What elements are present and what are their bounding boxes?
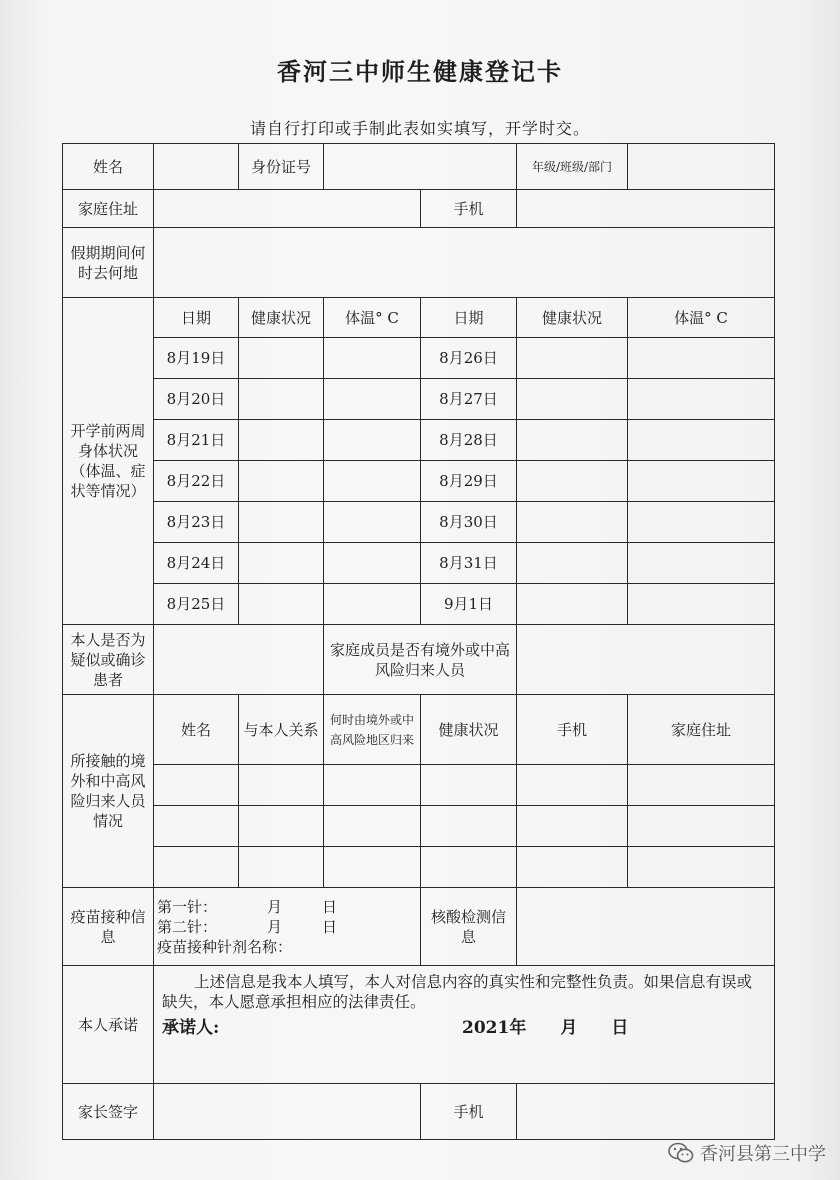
health-date: 8月22日 — [154, 461, 239, 502]
contact-cell[interactable] — [421, 806, 517, 847]
contact-cell[interactable] — [154, 806, 239, 847]
vaccine-dose-1 — [157, 897, 416, 917]
health-header: 日期 — [421, 298, 517, 338]
health-status-cell[interactable] — [517, 420, 628, 461]
holiday-label: 假期期间何时去何地 — [63, 228, 154, 298]
holiday-field[interactable] — [154, 228, 775, 298]
health-date: 8月19日 — [154, 338, 239, 379]
watermark — [668, 1140, 826, 1166]
health-date: 8月20日 — [154, 379, 239, 420]
contact-cell[interactable] — [324, 806, 421, 847]
temperature-cell[interactable] — [628, 461, 775, 502]
temperature-cell[interactable] — [628, 543, 775, 584]
grade-field[interactable] — [628, 144, 775, 190]
health-status-cell[interactable] — [239, 461, 324, 502]
health-date: 8月24日 — [154, 543, 239, 584]
id-field[interactable] — [324, 144, 517, 190]
health-date: 8月21日 — [154, 420, 239, 461]
temperature-cell[interactable] — [324, 461, 421, 502]
temperature-cell[interactable] — [324, 543, 421, 584]
health-status-cell[interactable] — [239, 338, 324, 379]
day-label: 日 — [322, 897, 338, 916]
parent-phone-label: 手机 — [421, 1084, 517, 1140]
dose-1-label: 第一针： — [157, 897, 218, 916]
family-risk-field[interactable] — [517, 625, 775, 695]
watermark-text: 香河县第三中学 — [700, 1144, 826, 1165]
health-status-cell[interactable] — [517, 461, 628, 502]
vaccine-name-line: 疫苗接种针剂名称： — [157, 937, 293, 956]
pledge-text: 上述信息是我本人填写，本人对信息内容的真实性和完整性负责。如果信息有误或缺失，本人愿意承担相应的法律责任。 — [162, 973, 753, 1011]
contact-cell[interactable] — [154, 765, 239, 806]
wechat-icon — [668, 1142, 694, 1164]
contact-cell[interactable] — [628, 806, 775, 847]
contact-cell[interactable] — [324, 765, 421, 806]
health-status-cell[interactable] — [239, 379, 324, 420]
pledge-label: 本人承诺 — [63, 966, 154, 1084]
health-date: 9月1日 — [421, 584, 517, 625]
suspect-label: 本人是否为疑似或确诊患者 — [63, 625, 154, 695]
vaccine-label: 疫苗接种信息 — [63, 888, 154, 966]
nucleic-label: 核酸检测信息 — [421, 888, 517, 966]
grade-label: 年级/班级/部门 — [517, 144, 628, 190]
health-header: 体温° C — [628, 298, 775, 338]
contacts-header: 与本人关系 — [239, 695, 324, 765]
contact-cell[interactable] — [154, 847, 239, 888]
temperature-cell[interactable] — [628, 584, 775, 625]
health-status-cell[interactable] — [517, 543, 628, 584]
health-registration-form — [62, 143, 775, 1140]
vaccine-dose-2 — [157, 917, 416, 937]
health-status-cell[interactable] — [517, 584, 628, 625]
contact-cell[interactable] — [239, 806, 324, 847]
contacts-header: 家庭住址 — [628, 695, 775, 765]
signer-label: 承诺人: — [162, 1018, 220, 1038]
health-date: 8月23日 — [154, 502, 239, 543]
suspect-field[interactable] — [154, 625, 324, 695]
contacts-header: 姓名 — [154, 695, 239, 765]
phone-label: 手机 — [421, 190, 517, 228]
health-date: 8月26日 — [421, 338, 517, 379]
health-header: 健康状况 — [517, 298, 628, 338]
health-date: 8月31日 — [421, 543, 517, 584]
contact-cell[interactable] — [517, 806, 628, 847]
health-date: 8月28日 — [421, 420, 517, 461]
pledge-content — [154, 966, 775, 1084]
address-label: 家庭住址 — [63, 190, 154, 228]
page-title: 香河三中师生健康登记卡 — [277, 57, 563, 86]
pledge-date: 2021年 月 日 — [462, 1018, 629, 1038]
day-label: 日 — [322, 917, 338, 936]
nucleic-field[interactable] — [517, 888, 775, 966]
id-label: 身份证号 — [239, 144, 324, 190]
contact-cell[interactable] — [628, 765, 775, 806]
temperature-cell[interactable] — [628, 379, 775, 420]
temperature-cell[interactable] — [628, 502, 775, 543]
parent-label: 家长签字 — [63, 1084, 154, 1140]
contacts-section-label: 所接触的境外和中高风险归来人员情况 — [63, 695, 154, 888]
contacts-header: 健康状况 — [421, 695, 517, 765]
contact-cell[interactable] — [628, 847, 775, 888]
name-field[interactable] — [154, 144, 239, 190]
temperature-cell[interactable] — [324, 338, 421, 379]
contact-cell[interactable] — [517, 847, 628, 888]
health-status-cell[interactable] — [239, 420, 324, 461]
health-status-cell[interactable] — [517, 379, 628, 420]
temperature-cell[interactable] — [628, 420, 775, 461]
contact-cell[interactable] — [239, 847, 324, 888]
health-section-label: 开学前两周身体状况（体温、症状等情况） — [63, 298, 154, 625]
health-status-cell[interactable] — [517, 338, 628, 379]
health-header: 体温° C — [324, 298, 421, 338]
vaccine-info[interactable] — [154, 888, 421, 966]
health-status-cell[interactable] — [239, 584, 324, 625]
temperature-cell[interactable] — [324, 502, 421, 543]
month-label: 月 — [267, 917, 283, 936]
temperature-cell[interactable] — [324, 420, 421, 461]
family-risk-label: 家庭成员是否有境外或中高风险归来人员 — [324, 625, 517, 695]
health-date: 8月29日 — [421, 461, 517, 502]
temperature-cell[interactable] — [324, 379, 421, 420]
contact-cell[interactable] — [324, 847, 421, 888]
contact-cell[interactable] — [421, 847, 517, 888]
health-header: 健康状况 — [239, 298, 324, 338]
parent-phone-field[interactable] — [517, 1084, 775, 1140]
health-status-cell[interactable] — [239, 543, 324, 584]
name-label: 姓名 — [63, 144, 154, 190]
health-header: 日期 — [154, 298, 239, 338]
page-subtitle: 请自行打印或手制此表如实填写，开学时交。 — [249, 119, 590, 138]
dose-2-label: 第二针： — [157, 917, 218, 936]
health-date: 8月25日 — [154, 584, 239, 625]
contacts-header: 手机 — [517, 695, 628, 765]
contact-cell[interactable] — [517, 765, 628, 806]
health-date: 8月30日 — [421, 502, 517, 543]
phone-field[interactable] — [517, 190, 775, 228]
health-status-cell[interactable] — [239, 502, 324, 543]
temperature-cell[interactable] — [628, 338, 775, 379]
health-date: 8月27日 — [421, 379, 517, 420]
address-field[interactable] — [154, 190, 421, 228]
health-status-cell[interactable] — [517, 502, 628, 543]
contact-cell[interactable] — [239, 765, 324, 806]
contact-cell[interactable] — [421, 765, 517, 806]
month-label: 月 — [267, 897, 283, 916]
parent-signature-field[interactable] — [154, 1084, 421, 1140]
contacts-header: 何时由境外或中高风险地区归来 — [324, 695, 421, 765]
temperature-cell[interactable] — [324, 584, 421, 625]
